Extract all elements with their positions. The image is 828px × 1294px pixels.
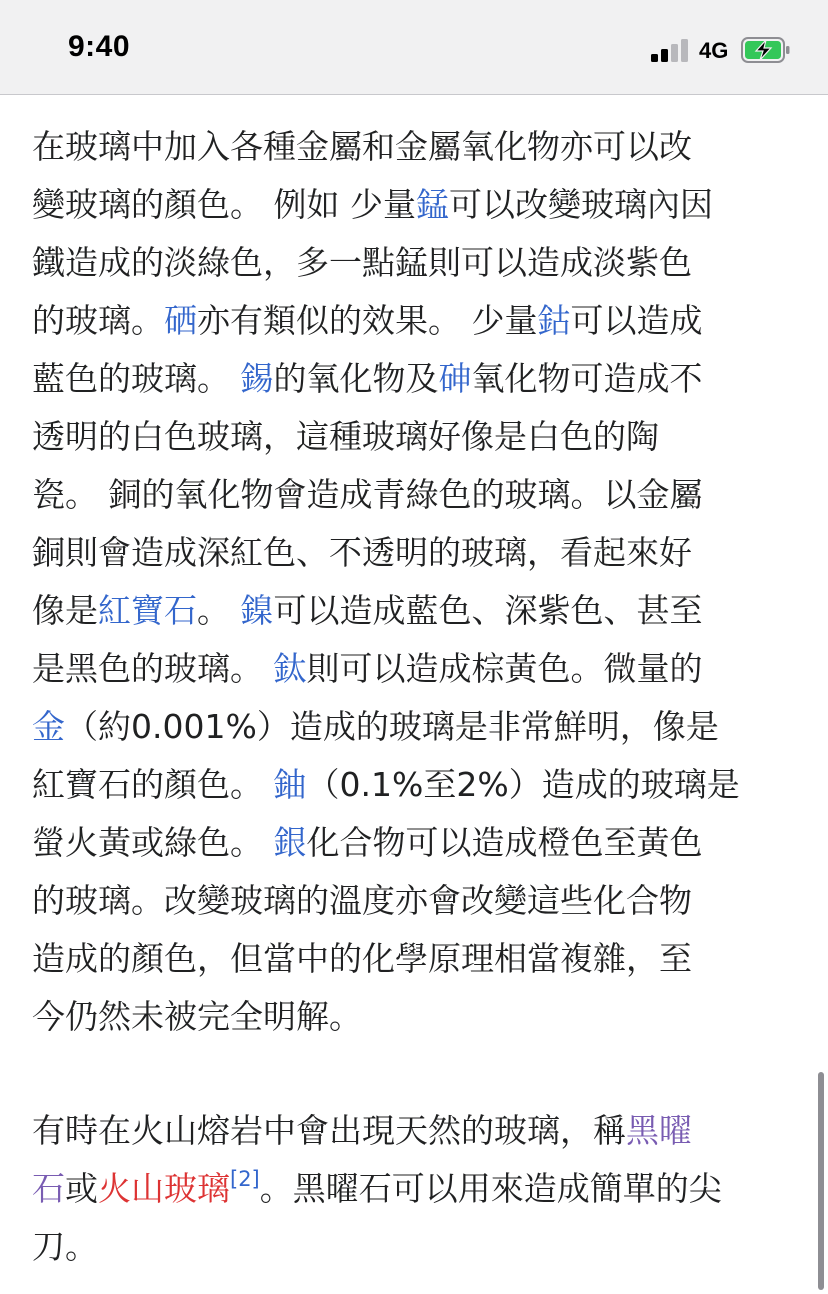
link-obsidian-cont[interactable]: 石	[32, 1169, 65, 1208]
status-time: 9:40	[68, 30, 131, 63]
text-line: 在玻璃中加入各種金屬和金屬氧化物亦可以改	[32, 127, 692, 166]
article-body	[32, 118, 796, 1276]
paragraph-glass-colors	[32, 118, 796, 1046]
text-line: 有時在火山熔岩中會出現天然的玻璃，稱黑曜	[32, 1111, 692, 1150]
reference-2[interactable]: [2]	[230, 1167, 260, 1191]
paragraph-spacer	[32, 1046, 796, 1102]
link-silver[interactable]: 銀	[273, 823, 307, 862]
text-line: 造成的顏色，但當中的化學原理相當複雜，至	[32, 939, 692, 978]
text-line: 金（約0.001%）造成的玻璃是非常鮮明，像是	[32, 707, 719, 746]
scrollbar[interactable]	[818, 1072, 824, 1290]
text-line: 變玻璃的顏色。 例如 少量錳可以改變玻璃內因	[32, 185, 713, 224]
text-line: 刀。	[32, 1227, 98, 1266]
cellular-signal-icon	[651, 38, 691, 62]
text-line: 銅則會造成深紅色、不透明的玻璃，看起來好	[32, 533, 692, 572]
link-gold[interactable]: 金	[32, 707, 65, 746]
link-arsenic[interactable]: 砷	[438, 359, 472, 398]
text-line: 透明的白色玻璃，這種玻璃好像是白色的陶	[32, 417, 659, 456]
status-bar	[0, 0, 828, 95]
paragraph-obsidian	[32, 1102, 796, 1276]
link-tin[interactable]: 錫	[240, 359, 274, 398]
text-line: 像是紅寶石。 鎳可以造成藍色、深紫色、甚至	[32, 591, 703, 630]
link-titanium[interactable]: 鈦	[273, 649, 307, 688]
text-line: 石或火山玻璃[2]。黑曜石可以用來造成簡單的尖	[32, 1167, 722, 1208]
text-line: 是黑色的玻璃。 鈦則可以造成棕黃色。微量的	[32, 649, 703, 688]
text-line: 今仍然未被完全明解。	[32, 997, 362, 1036]
link-volcanic-glass[interactable]: 火山玻璃	[98, 1169, 230, 1208]
link-nickel[interactable]: 鎳	[240, 591, 274, 630]
text-line: 螢火黃或綠色。 銀化合物可以造成橙色至黃色	[32, 823, 703, 862]
text-line: 鐵造成的淡綠色，多一點錳則可以造成淡紫色	[32, 243, 692, 282]
text-line: 瓷。 銅的氧化物會造成青綠色的玻璃。以金屬	[32, 475, 703, 514]
link-selenium[interactable]: 硒	[164, 301, 197, 340]
link-manganese[interactable]: 錳	[415, 185, 449, 224]
text-line: 藍色的玻璃。 錫的氧化物及砷氧化物可造成不	[32, 359, 703, 398]
link-obsidian[interactable]: 黑曜	[626, 1111, 692, 1150]
text-line: 的玻璃。改變玻璃的溫度亦會改變這些化合物	[32, 881, 692, 920]
link-ruby[interactable]: 紅寶石	[98, 591, 197, 630]
battery-charging-icon	[741, 37, 791, 63]
link-uranium[interactable]: 鈾	[273, 765, 307, 804]
text-line: 紅寶石的顏色。 鈾（0.1%至2%）造成的玻璃是	[32, 765, 740, 804]
link-cobalt[interactable]: 鈷	[537, 301, 571, 340]
network-type: 4G	[699, 38, 729, 63]
text-line: 的玻璃。硒亦有類似的效果。 少量鈷可以造成	[32, 301, 703, 340]
